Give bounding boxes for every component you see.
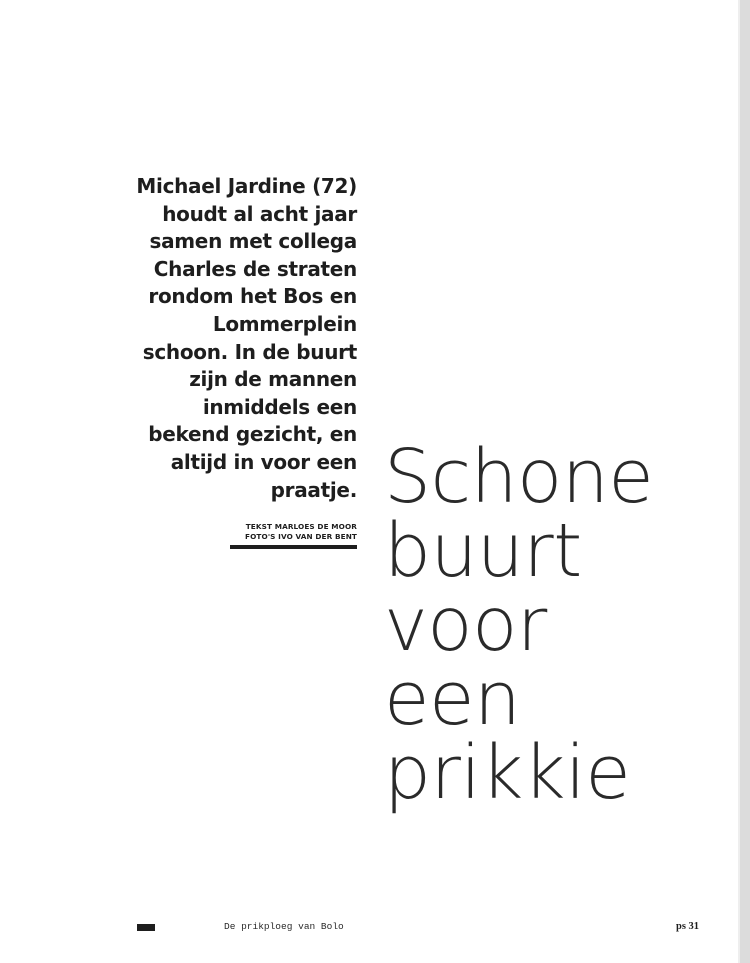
intro-line: zijn de mannen bbox=[189, 367, 357, 392]
intro-line: samen met collega bbox=[149, 229, 357, 254]
intro-paragraph bbox=[80, 173, 357, 504]
intro-line: inmiddels een bbox=[202, 394, 357, 419]
article-headline bbox=[384, 434, 654, 816]
intro-line: schoon. In de buurt bbox=[142, 339, 357, 364]
headline-line: Schone bbox=[384, 434, 654, 520]
headline-line: buurt bbox=[384, 508, 582, 594]
intro-line: Lommerplein bbox=[212, 311, 357, 336]
page-number: ps 31 bbox=[676, 921, 700, 932]
footer-marker bbox=[137, 924, 155, 931]
writer-credit: TEKST MARLOES DE MOOR bbox=[245, 522, 357, 531]
footer-section-title: De prikploeg van Bolo bbox=[224, 921, 344, 932]
intro-line: praatje. bbox=[270, 477, 357, 502]
headline-line: een bbox=[384, 656, 521, 742]
article-credits bbox=[200, 522, 357, 541]
intro-line: Charles de straten bbox=[153, 256, 357, 281]
headline-line: prikkie bbox=[384, 730, 631, 816]
intro-line: houdt al acht jaar bbox=[162, 201, 357, 226]
intro-line: Michael Jardine (72) bbox=[136, 174, 357, 198]
page-edge bbox=[740, 0, 750, 963]
intro-line: altijd in voor een bbox=[170, 449, 357, 474]
intro-line: rondom het Bos en bbox=[148, 284, 357, 309]
intro-line: bekend gezicht, en bbox=[148, 422, 357, 447]
photographer-credit: FOTO'S IVO VAN DER BENT bbox=[245, 531, 357, 541]
headline-line: voor bbox=[384, 582, 547, 668]
credits-underline bbox=[230, 545, 357, 549]
